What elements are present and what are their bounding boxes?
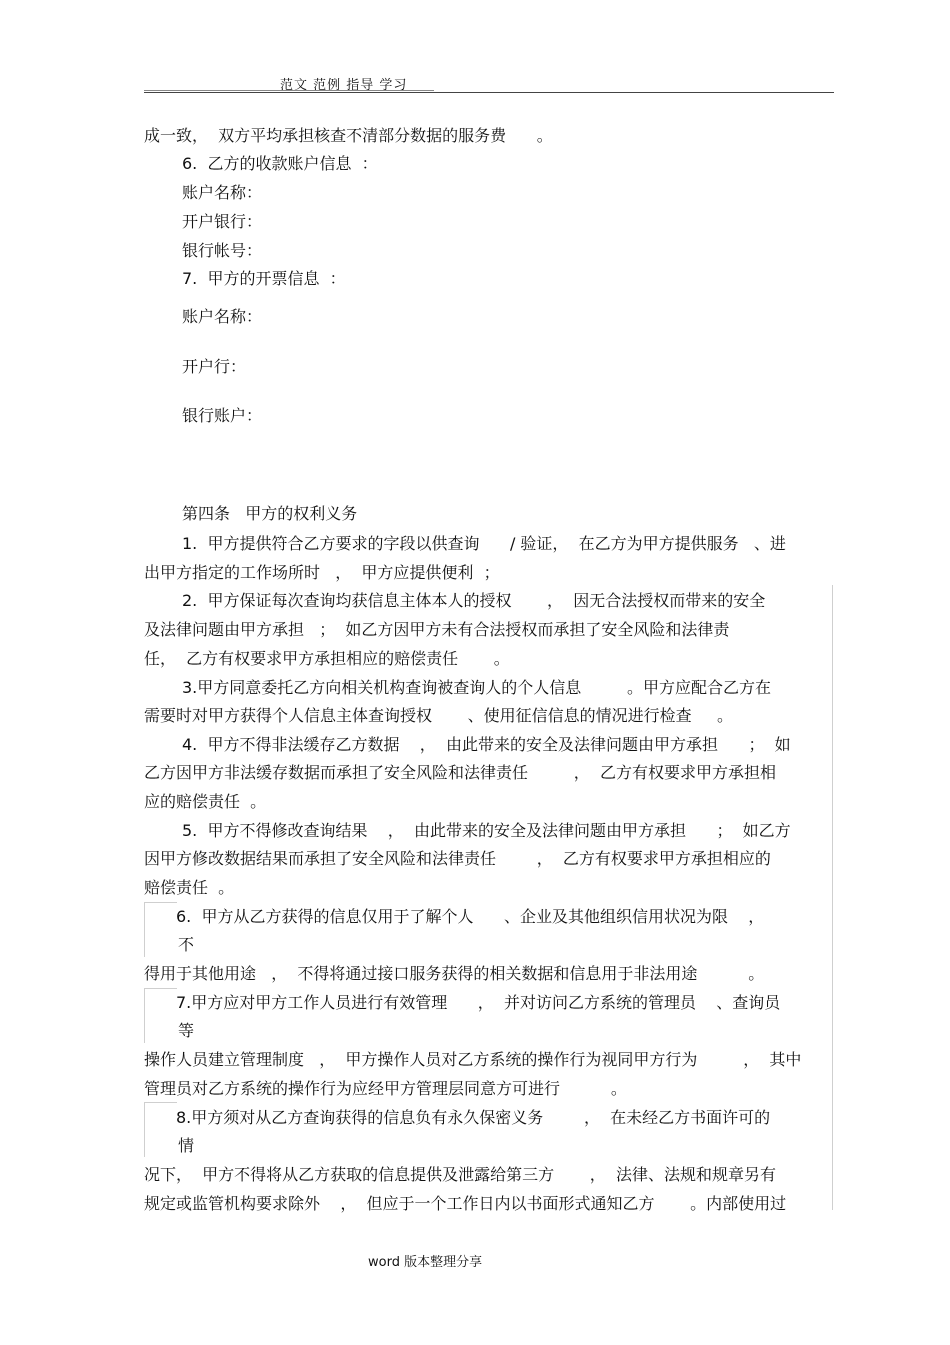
text-line: 银行账户： [182,406,263,425]
text-line: 不 [178,935,195,954]
text-line: 情 [178,1136,195,1155]
text-line: 6. 乙方的收款账户信息 ： [182,154,378,173]
text-line: 7.甲方应对甲方工作人员进行有效管理 ， 并对访问乙方系统的管理员 、查询员 [176,993,781,1012]
text-line: 出甲方指定的工作场所时 ， 甲方应提供便利 ； [144,563,500,582]
text-line: 7. 甲方的开票信息 ： [182,269,346,288]
text-line: 操作人员建立管理制度 ， 甲方操作人员对乙方系统的操作行为视同甲方行为 ， 其中 [144,1050,802,1069]
table-cell-border [144,902,177,957]
text-line: 需要时对甲方获得个人信息主体查询授权 、使用征信信息的情况进行检查 。 [144,706,734,725]
page-header: 范文 范例 指导 学习 [280,78,408,93]
text-line: 应的赔偿责任 。 [144,792,267,811]
text-line: 成一致， 双方平均承担核查不清部分数据的服务费 。 [144,126,553,145]
text-line: 乙方因甲方非法缓存数据而承担了安全风险和法律责任 ， 乙方有权要求甲方承担相 [144,763,776,782]
text-line: 任， 乙方有权要求甲方承担相应的赔偿责任 。 [144,649,510,668]
text-line: 第四条 甲方的权利义务 [182,504,358,523]
text-line: 开户行： [182,357,247,376]
text-line: 2. 甲方保证每次查询均获信息主体本人的授权 ， 因无合法授权而带来的安全 [182,591,766,610]
text-line: 3.甲方同意委托乙方向相关机构查询被查询人的个人信息 。甲方应配合乙方在 [182,678,772,697]
table-border-right [832,585,833,1210]
header-rule [144,92,834,93]
text-line: 账户名称： [182,307,263,326]
text-line: 等 [178,1021,195,1040]
table-cell-border [144,1102,177,1157]
text-line: 规定或监管机构要求除外 ， 但应于一个工作日内以书面形式通知乙方 。内部使用过 [144,1194,787,1213]
page-footer: word 版本整理分享 [368,1255,483,1270]
header-rule-short [144,90,434,91]
text-line: 8.甲方须对从乙方查询获得的信息负有永久保密义务 ， 在未经乙方书面许可的 [176,1108,771,1127]
text-line: 1. 甲方提供符合乙方要求的字段以供查询 / 验证， 在乙方为甲方提供服务 、进 [182,534,786,553]
table-cell-border [144,988,177,1043]
text-line: 及法律问题由甲方承担 ； 如乙方因甲方未有合法授权而承担了安全风险和法律责 [144,620,730,639]
text-line: 因甲方修改数据结果而承担了安全风险和法律责任 ， 乙方有权要求甲方承担相应的 [144,849,771,868]
text-line: 况下， 甲方不得将从乙方获取的信息提供及泄露给第三方 ， 法律、法规和规章另有 [144,1165,776,1184]
text-line: 得用于其他用途 ， 不得将通过接口服务获得的相关数据和信息用于非法用途 。 [144,964,765,983]
text-line: 6. 甲方从乙方获得的信息仅用于了解个人 、企业及其他组织信用状况为限 ， [176,907,765,926]
text-line: 账户名称： [182,183,263,202]
text-line: 4. 甲方不得非法缓存乙方数据 ， 由此带来的安全及法律问题由甲方承担 ； 如 [182,735,791,754]
text-line: 管理员对乙方系统的操作行为应经甲方管理层同意方可进行 。 [144,1079,627,1098]
text-line: 开户银行： [182,212,263,231]
text-line: 赔偿责任 。 [144,878,235,897]
text-line: 5. 甲方不得修改查询结果 ， 由此带来的安全及法律问题由甲方承担 ； 如乙方 [182,821,791,840]
text-line: 银行帐号： [182,241,263,260]
